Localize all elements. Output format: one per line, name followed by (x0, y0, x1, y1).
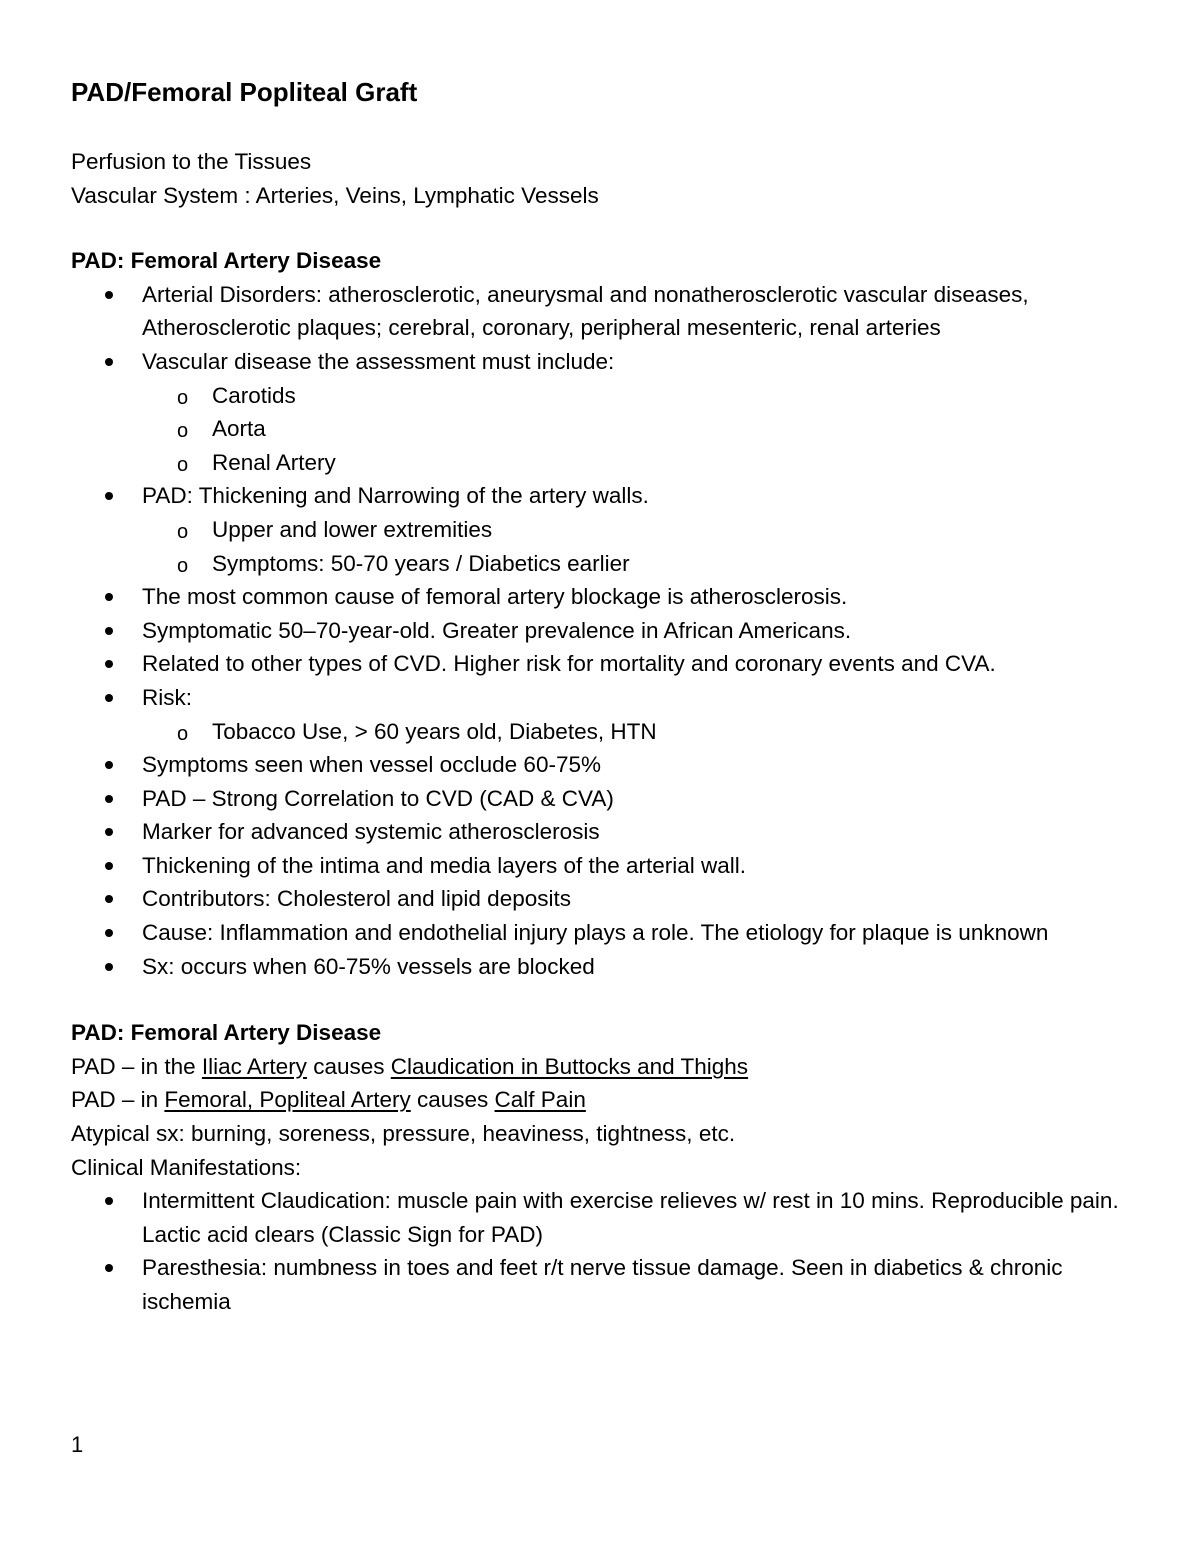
bullet-icon (105, 929, 113, 937)
list-item: Symptomatic 50–70-year-old. Greater prevalence in African Americans. (71, 614, 1141, 648)
bullet-icon (105, 291, 113, 299)
sub-list-item: o Renal Artery (177, 449, 336, 476)
bullet-icon (105, 593, 113, 601)
sub-list-item: o Symptoms: 50-70 years / Diabetics earlier (177, 550, 630, 577)
section-heading: PAD: Femoral Artery Disease (71, 1020, 382, 1046)
bullet-icon (105, 660, 113, 668)
intro-line: Vascular System : Arteries, Veins, Lymphatic Vessels (71, 182, 599, 208)
sub-list-item: o Aorta (177, 416, 266, 443)
bullet-icon (105, 1264, 113, 1272)
circle-bullet-icon: o (177, 722, 189, 745)
document-title: PAD/Femoral Popliteal Graft (71, 77, 418, 107)
bullet-icon (105, 761, 113, 769)
list-item: PAD: Thickening and Narrowing of the artery walls. o Upper and lower extremities o Symptoms: 50-70 years / Diabetics earlier (71, 479, 1141, 580)
sub-list (142, 715, 1141, 749)
page-number: 1 (71, 1432, 84, 1457)
bullet-icon (105, 895, 113, 903)
sub-list-item: o Tobacco Use, > 60 years old, Diabetes, HTN (177, 718, 657, 745)
list-item: Sx: occurs when 60-75% vessels are blocked (71, 950, 1141, 984)
list-item: Thickening of the intima and media layers of the arterial wall. (71, 849, 1141, 883)
intro-line: Perfusion to the Tissues (71, 149, 312, 174)
bullet-icon (105, 358, 113, 366)
bullet-icon (105, 694, 113, 702)
bullet-icon (105, 492, 113, 500)
bullet-icon (105, 828, 113, 836)
circle-bullet-icon: o (177, 420, 189, 443)
list-item: The most common cause of femoral artery blockage is atherosclerosis. (71, 580, 1141, 614)
list-item: Risk: o Tobacco Use, > 60 years old, Diabetes, HTN (71, 681, 1141, 748)
bullet-list (71, 1184, 1141, 1318)
list-item: Intermittent Claudication: muscle pain with exercise relieves w/ rest in 10 mins. Reproducible pain. Lactic acid clears (Classic Sign for PAD) (71, 1184, 1141, 1251)
list-item: PAD – Strong Correlation to CVD (CAD & CVA) (71, 782, 1141, 816)
circle-bullet-icon: o (177, 453, 189, 476)
sub-list (142, 513, 1141, 580)
bullet-icon (105, 963, 113, 971)
clinical-manifestations-label: Clinical Manifestations: (71, 1154, 302, 1180)
bullet-icon (105, 1197, 113, 1205)
list-item: Related to other types of CVD. Higher risk for mortality and coronary events and CVA. (71, 647, 1141, 681)
bullet-icon (105, 627, 113, 635)
circle-bullet-icon: o (177, 386, 189, 409)
femoral-artery-line: PAD – in Femoral, Popliteal Artery causes Calf Pain (71, 1087, 586, 1113)
list-item: Contributors: Cholesterol and lipid deposits (71, 882, 1141, 916)
circle-bullet-icon: o (177, 554, 189, 577)
list-item: Cause: Inflammation and endothelial injury plays a role. The etiology for plaque is unknown (71, 916, 1141, 950)
circle-bullet-icon: o (177, 520, 189, 543)
bullet-icon (105, 862, 113, 870)
bullet-icon (105, 795, 113, 803)
list-item: Paresthesia: numbness in toes and feet r/t nerve tissue damage. Seen in diabetics & chronic ischemia (71, 1251, 1141, 1318)
list-item: Symptoms seen when vessel occlude 60-75% (71, 748, 1141, 782)
sub-list-item: o Upper and lower extremities (177, 516, 493, 543)
iliac-artery-line: PAD – in the Iliac Artery causes Claudication in Buttocks and Thighs (71, 1053, 749, 1079)
list-item: Vascular disease the assessment must include: o Carotids o Aorta o Renal Artery (71, 345, 1141, 479)
bullet-list (71, 278, 1141, 983)
section-heading: PAD: Femoral Artery Disease (71, 248, 382, 274)
document-content (71, 74, 1141, 1319)
sub-list (142, 379, 1141, 480)
atypical-sx-line: Atypical sx: burning, soreness, pressure, heaviness, tightness, etc. (71, 1121, 736, 1147)
list-item: Marker for advanced systemic atherosclerosis (71, 815, 1141, 849)
sub-list-item: o Carotids (177, 382, 296, 409)
list-item: Arterial Disorders: atherosclerotic, aneurysmal and nonatherosclerotic vascular diseases, Atherosclerotic plaques; cerebral, coronary, peripheral mesenteric, renal arteries (71, 278, 1141, 345)
